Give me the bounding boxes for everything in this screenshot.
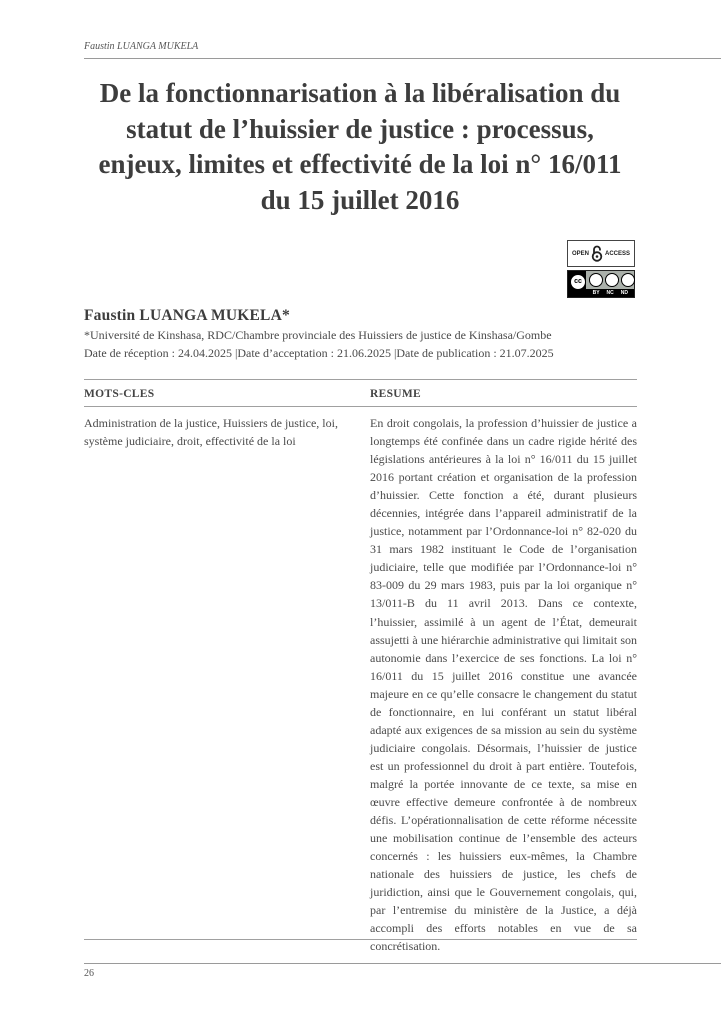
running-head-author: Faustin LUANGA MUKELA — [84, 41, 199, 52]
page-number: 26 — [84, 968, 94, 979]
open-access-badge[interactable] — [567, 240, 635, 267]
by-attribution-icon — [589, 273, 603, 287]
open-access-left-label: OPEN — [572, 250, 590, 257]
keywords-text: Administration de la justice, Huissiers de justice, loi, système judiciaire, droit, effectivité de la loi — [84, 416, 338, 448]
table-bottom-rule — [84, 939, 637, 940]
publication-dates: Date de réception : 24.04.2025 |Date d’acceptation : 21.06.2025 |Date de publication : 21.07.2025 — [84, 346, 554, 360]
author-affiliation: *Université de Kinshasa, RDC/Chambre provinciale des Huissiers de justice de Kinshasa/Gombe — [84, 328, 552, 342]
cc-term-nd: ND — [620, 290, 628, 296]
cc-icon: cc — [570, 274, 586, 290]
noderivatives-icon — [621, 273, 635, 287]
header-divider — [84, 58, 721, 59]
open-access-right-label: ACCESS — [604, 250, 630, 257]
noncommercial-icon — [605, 273, 619, 287]
creative-commons-badge[interactable] — [567, 270, 635, 298]
cc-terms-strip — [568, 289, 634, 297]
table-top-rule — [84, 379, 637, 380]
cc-term-by: BY — [592, 290, 600, 296]
open-lock-icon — [591, 245, 603, 262]
cc-term-nc: NC — [606, 290, 614, 296]
table-header-rule — [84, 406, 637, 407]
license-badges — [567, 240, 637, 298]
author-name: Faustin LUANGA MUKELA* — [84, 307, 290, 324]
footer-divider — [84, 963, 721, 964]
article-title: De la fonctionnarisation à la libéralisation du statut de l’huissier de justice : processus, enjeux, limites et effectivité de la loi n° 16/011 du 15 juillet 2016 — [98, 78, 622, 215]
abstract-heading: RESUME — [370, 388, 422, 400]
abstract-text: En droit congolais, la profession d’huissier de justice a longtemps été confinée dans un cadre rigide hérité des législations antérieures à la loi n° 16/011 du 15 juillet 2016 portant création et organisation de la profession d’huissier. Cette fonction a été, durant plusieurs décennies, intégrée dans l’appareil administratif de la justice, notamment par l’Ordonnance-loi n° 82-020 du 31 mars 1982 instituant le Code de l’organisation judiciaire, telle que modifiée par l’Ordonnance-loi n° 83-009 du 29 mars 1983, puis par la loi organique n° 13/011-B du 11 avril 2013. Dans ce contexte, l’huissier, assimilé à un agent de l’État, demeurait assujetti à une hiérarchie administrative qui limitait son autonomie dans l’exercice de ses fonctions. La loi n° 16/011 du 15 juillet 2016 constitue une avancée majeure en ce qu’elle consacre le changement du statut de fonctionnaire, en lui conférant un statut libéral adapté aux exigences de sa mission au sein du système judiciaire congolais. Désormais, l’huissier de justice est un professionnel du droit à part entière. Toutefois, malgré la portée innovante de ce texte, sa mise en œuvre effective demeure confrontée à de nombreux défis. L’opérationnalisation de cette réforme nécessite une mobilisation continue de l’ensemble des acteurs concernés : les huissiers eux-mêmes, la Chambre nationale des huissiers de justice, les chefs de juridiction, ainsi que le Gouvernement congolais, qui, par l’entremise du ministère de la Justice, a déjà accompli des efforts notables en vue de sa concrétisation. — [370, 416, 637, 954]
keywords-heading: MOTS-CLES — [84, 388, 155, 400]
